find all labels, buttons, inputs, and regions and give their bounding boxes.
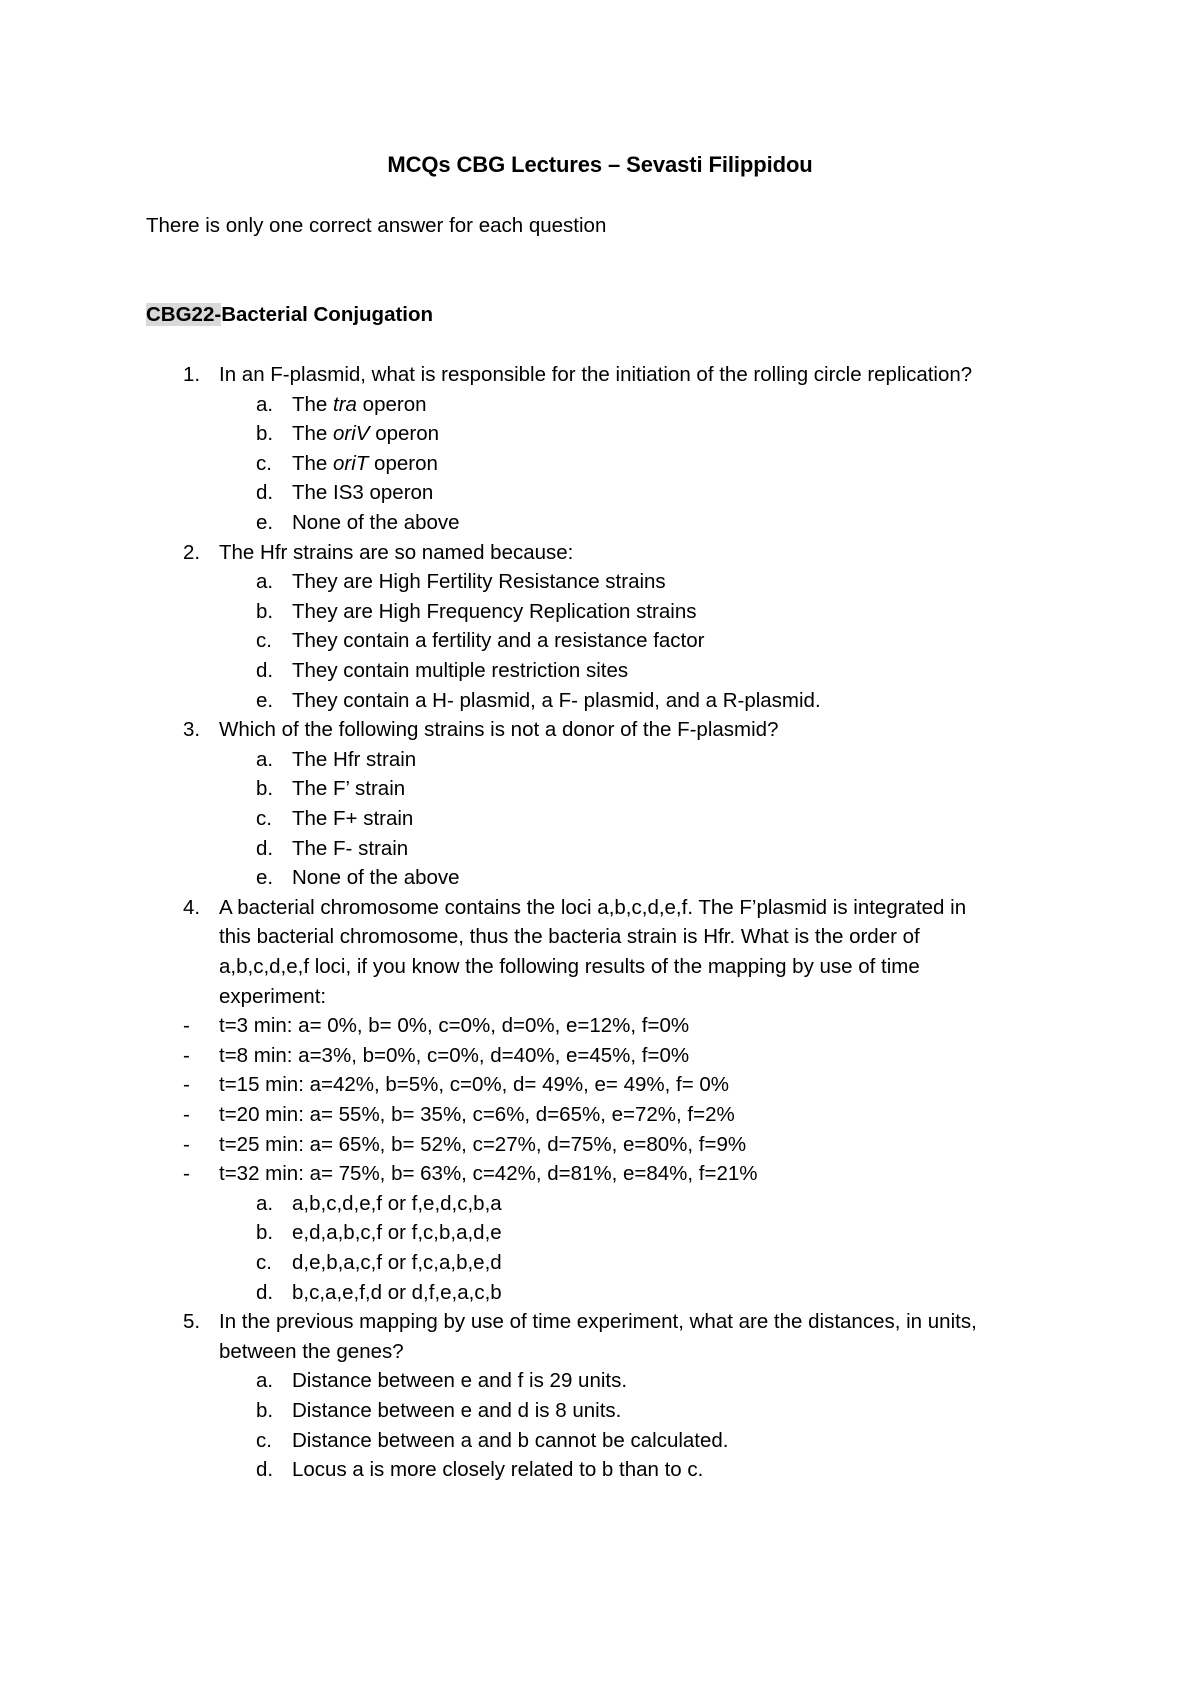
option-text: Distance between a and b cannot be calculated. xyxy=(292,1428,729,1452)
page-title: MCQs CBG Lectures – Sevasti Filippidou xyxy=(387,152,813,177)
option-text: The F+ strain xyxy=(292,807,414,830)
data-row-text: t=25 min: a= 65%, b= 52%, c=27%, d=75%, e=80%, f=9% xyxy=(219,1132,747,1156)
data-row-text: t=15 min: a=42%, b=5%, c=0%, d= 49%, e= 49%, f= 0% xyxy=(219,1073,729,1097)
question-number: 2. xyxy=(183,540,201,564)
option-letter: c. xyxy=(256,1428,272,1452)
option-letter: b. xyxy=(256,422,274,446)
option-text: They are High Frequency Replication strains xyxy=(292,599,697,623)
question-text: In an F-plasmid, what is responsible for the initiation of the rolling circle replication? xyxy=(219,363,973,386)
option-text: The tra operon xyxy=(292,392,427,416)
option-letter: d. xyxy=(256,1458,274,1482)
dash-bullet: - xyxy=(183,1014,190,1038)
question-number: 5. xyxy=(183,1310,201,1334)
option-letter: e. xyxy=(256,688,274,712)
dash-bullet: - xyxy=(183,1162,190,1186)
option-text: They contain multiple restriction sites xyxy=(292,659,629,682)
question-text: experiment: xyxy=(219,984,327,1008)
question-text: The Hfr strains are so named because: xyxy=(219,540,574,564)
option-letter: c. xyxy=(256,807,272,830)
data-row-text: t=8 min: a=3%, b=0%, c=0%, d=40%, e=45%, f=0% xyxy=(219,1043,690,1067)
option-letter: c. xyxy=(256,451,272,475)
question-text: A bacterial chromosome contains the loci a,b,c,d,e,f. The F’plasmid is integrated in xyxy=(219,895,967,919)
option-letter: b. xyxy=(256,777,274,801)
option-letter: b. xyxy=(256,1221,274,1245)
option-text: d,e,b,a,c,f or f,c,a,b,e,d xyxy=(292,1251,502,1274)
dash-bullet: - xyxy=(183,1103,190,1126)
question-text: a,b,c,d,e,f loci, if you know the following results of the mapping by use of time xyxy=(219,955,920,978)
dash-bullet: - xyxy=(183,1073,190,1097)
option-letter: a. xyxy=(256,1369,274,1393)
question-text: between the genes? xyxy=(219,1339,404,1363)
option-letter: d. xyxy=(256,481,274,505)
option-text: The IS3 operon xyxy=(292,481,434,505)
option-text: a,b,c,d,e,f or f,e,d,c,b,a xyxy=(292,1191,502,1215)
option-letter: d. xyxy=(256,1280,274,1304)
section-code: CBG22- xyxy=(146,303,222,326)
option-letter: c. xyxy=(256,629,272,653)
option-text: The Hfr strain xyxy=(292,747,417,771)
option-text: None of the above xyxy=(292,511,460,534)
option-text: e,d,a,b,c,f or f,c,b,a,d,e xyxy=(292,1221,502,1245)
option-text: They are High Fertility Resistance strains xyxy=(292,570,666,594)
option-text: Locus a is more closely related to b than to c. xyxy=(292,1458,704,1482)
question-text: Which of the following strains is not a donor of the F-plasmid? xyxy=(219,718,779,742)
question-text: this bacterial chromosome, thus the bacteria strain is Hfr. What is the order of xyxy=(219,925,920,949)
option-letter: b. xyxy=(256,599,274,623)
data-row-text: t=3 min: a= 0%, b= 0%, c=0%, d=0%, e=12%, f=0% xyxy=(219,1014,690,1038)
option-text: b,c,a,e,f,d or d,f,e,a,c,b xyxy=(292,1280,502,1304)
dash-bullet: - xyxy=(183,1043,190,1067)
question-number: 4. xyxy=(183,895,201,919)
option-letter: a. xyxy=(256,392,274,416)
option-letter: b. xyxy=(256,1399,274,1422)
option-text: The oriV operon xyxy=(292,422,440,446)
option-letter: a. xyxy=(256,747,274,771)
option-text: They contain a fertility and a resistance factor xyxy=(292,629,705,653)
option-text: They contain a H- plasmid, a F- plasmid, and a R-plasmid. xyxy=(292,688,821,712)
option-text: None of the above xyxy=(292,866,460,890)
option-letter: d. xyxy=(256,836,274,860)
option-letter: e. xyxy=(256,511,274,534)
option-text: Distance between e and d is 8 units. xyxy=(292,1399,622,1422)
option-letter: c. xyxy=(256,1251,272,1274)
option-text: The oriT operon xyxy=(292,451,438,475)
section-name: Bacterial Conjugation xyxy=(221,303,434,326)
dash-bullet: - xyxy=(183,1132,190,1156)
data-row-text: t=32 min: a= 75%, b= 63%, c=42%, d=81%, e=84%, f=21% xyxy=(219,1162,758,1186)
question-number: 1. xyxy=(183,363,201,386)
intro-text: There is only one correct answer for each question xyxy=(146,214,607,237)
option-letter: a. xyxy=(256,1191,274,1215)
option-letter: d. xyxy=(256,659,274,682)
option-text: The F’ strain xyxy=(292,777,406,801)
option-text: The F- strain xyxy=(292,836,409,860)
section-heading xyxy=(146,300,433,330)
data-row-text: t=20 min: a= 55%, b= 35%, c=6%, d=65%, e=72%, f=2% xyxy=(219,1103,735,1126)
option-letter: e. xyxy=(256,866,274,890)
question-number: 3. xyxy=(183,718,201,742)
option-letter: a. xyxy=(256,570,274,594)
option-text: Distance between e and f is 29 units. xyxy=(292,1369,628,1393)
question-text: In the previous mapping by use of time experiment, what are the distances, in units, xyxy=(219,1310,977,1334)
